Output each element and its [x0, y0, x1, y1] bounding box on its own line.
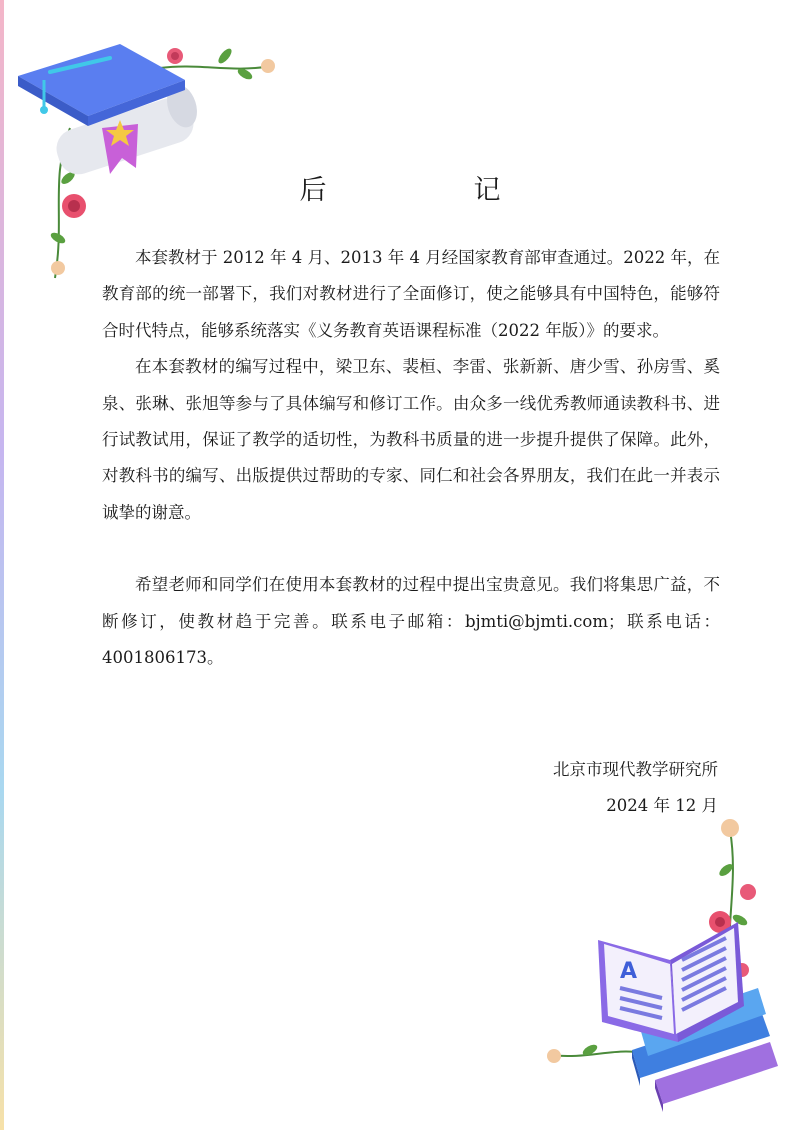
- paragraph-contact: 希望老师和同学们在使用本套教材的过程中提出宝贵意见。我们将集思广益，不断修订，使教材趋于完善。联系电子邮箱：bjmti@bjmti.com；联系电话：4001806173。: [102, 575, 720, 668]
- rosebud-icon: [721, 819, 739, 837]
- vine-top-icon: [160, 66, 272, 69]
- rosebud-icon: [261, 59, 275, 73]
- rosebud-icon: [547, 1049, 561, 1063]
- afterword-body: [102, 240, 720, 676]
- book-stack-illustration: [530, 810, 800, 1130]
- letter-a-icon: A: [620, 959, 638, 984]
- page-title: 后 记: [299, 175, 561, 206]
- rosebud-icon: [51, 261, 65, 275]
- paragraph-approval: 本套教材于 2012 年 4 月、2013 年 4 月经国家教育部审查通过。2022 年，在教育部的统一部署下，我们对教材进行了全面修订，使之能够具有中国特色，能够符合时代特点，能够系统落实《义务教育英语课程标准（2022 年版）》的要求。: [102, 248, 720, 340]
- signature-date: 2024 年 12 月: [606, 796, 718, 815]
- signature-organization: 北京市现代教学研究所: [553, 760, 718, 779]
- paragraph-acknowledgements: 在本套教材的编写过程中，梁卫东、裴桓、李雷、张新新、唐少雪、孙房雪、奚泉、张琳、张旭等参与了具体编写和修订工作。由众多一线优秀教师通读教科书、进行试教试用，保证了教学的适切性，为教科书质量的进一步提升提供了保障。此外，对教科书的编写、出版提供过帮助的专家、同仁和社会各界朋友，我们在此一并表示诚挚的谢意。: [102, 357, 720, 522]
- rose-icon: [740, 884, 756, 900]
